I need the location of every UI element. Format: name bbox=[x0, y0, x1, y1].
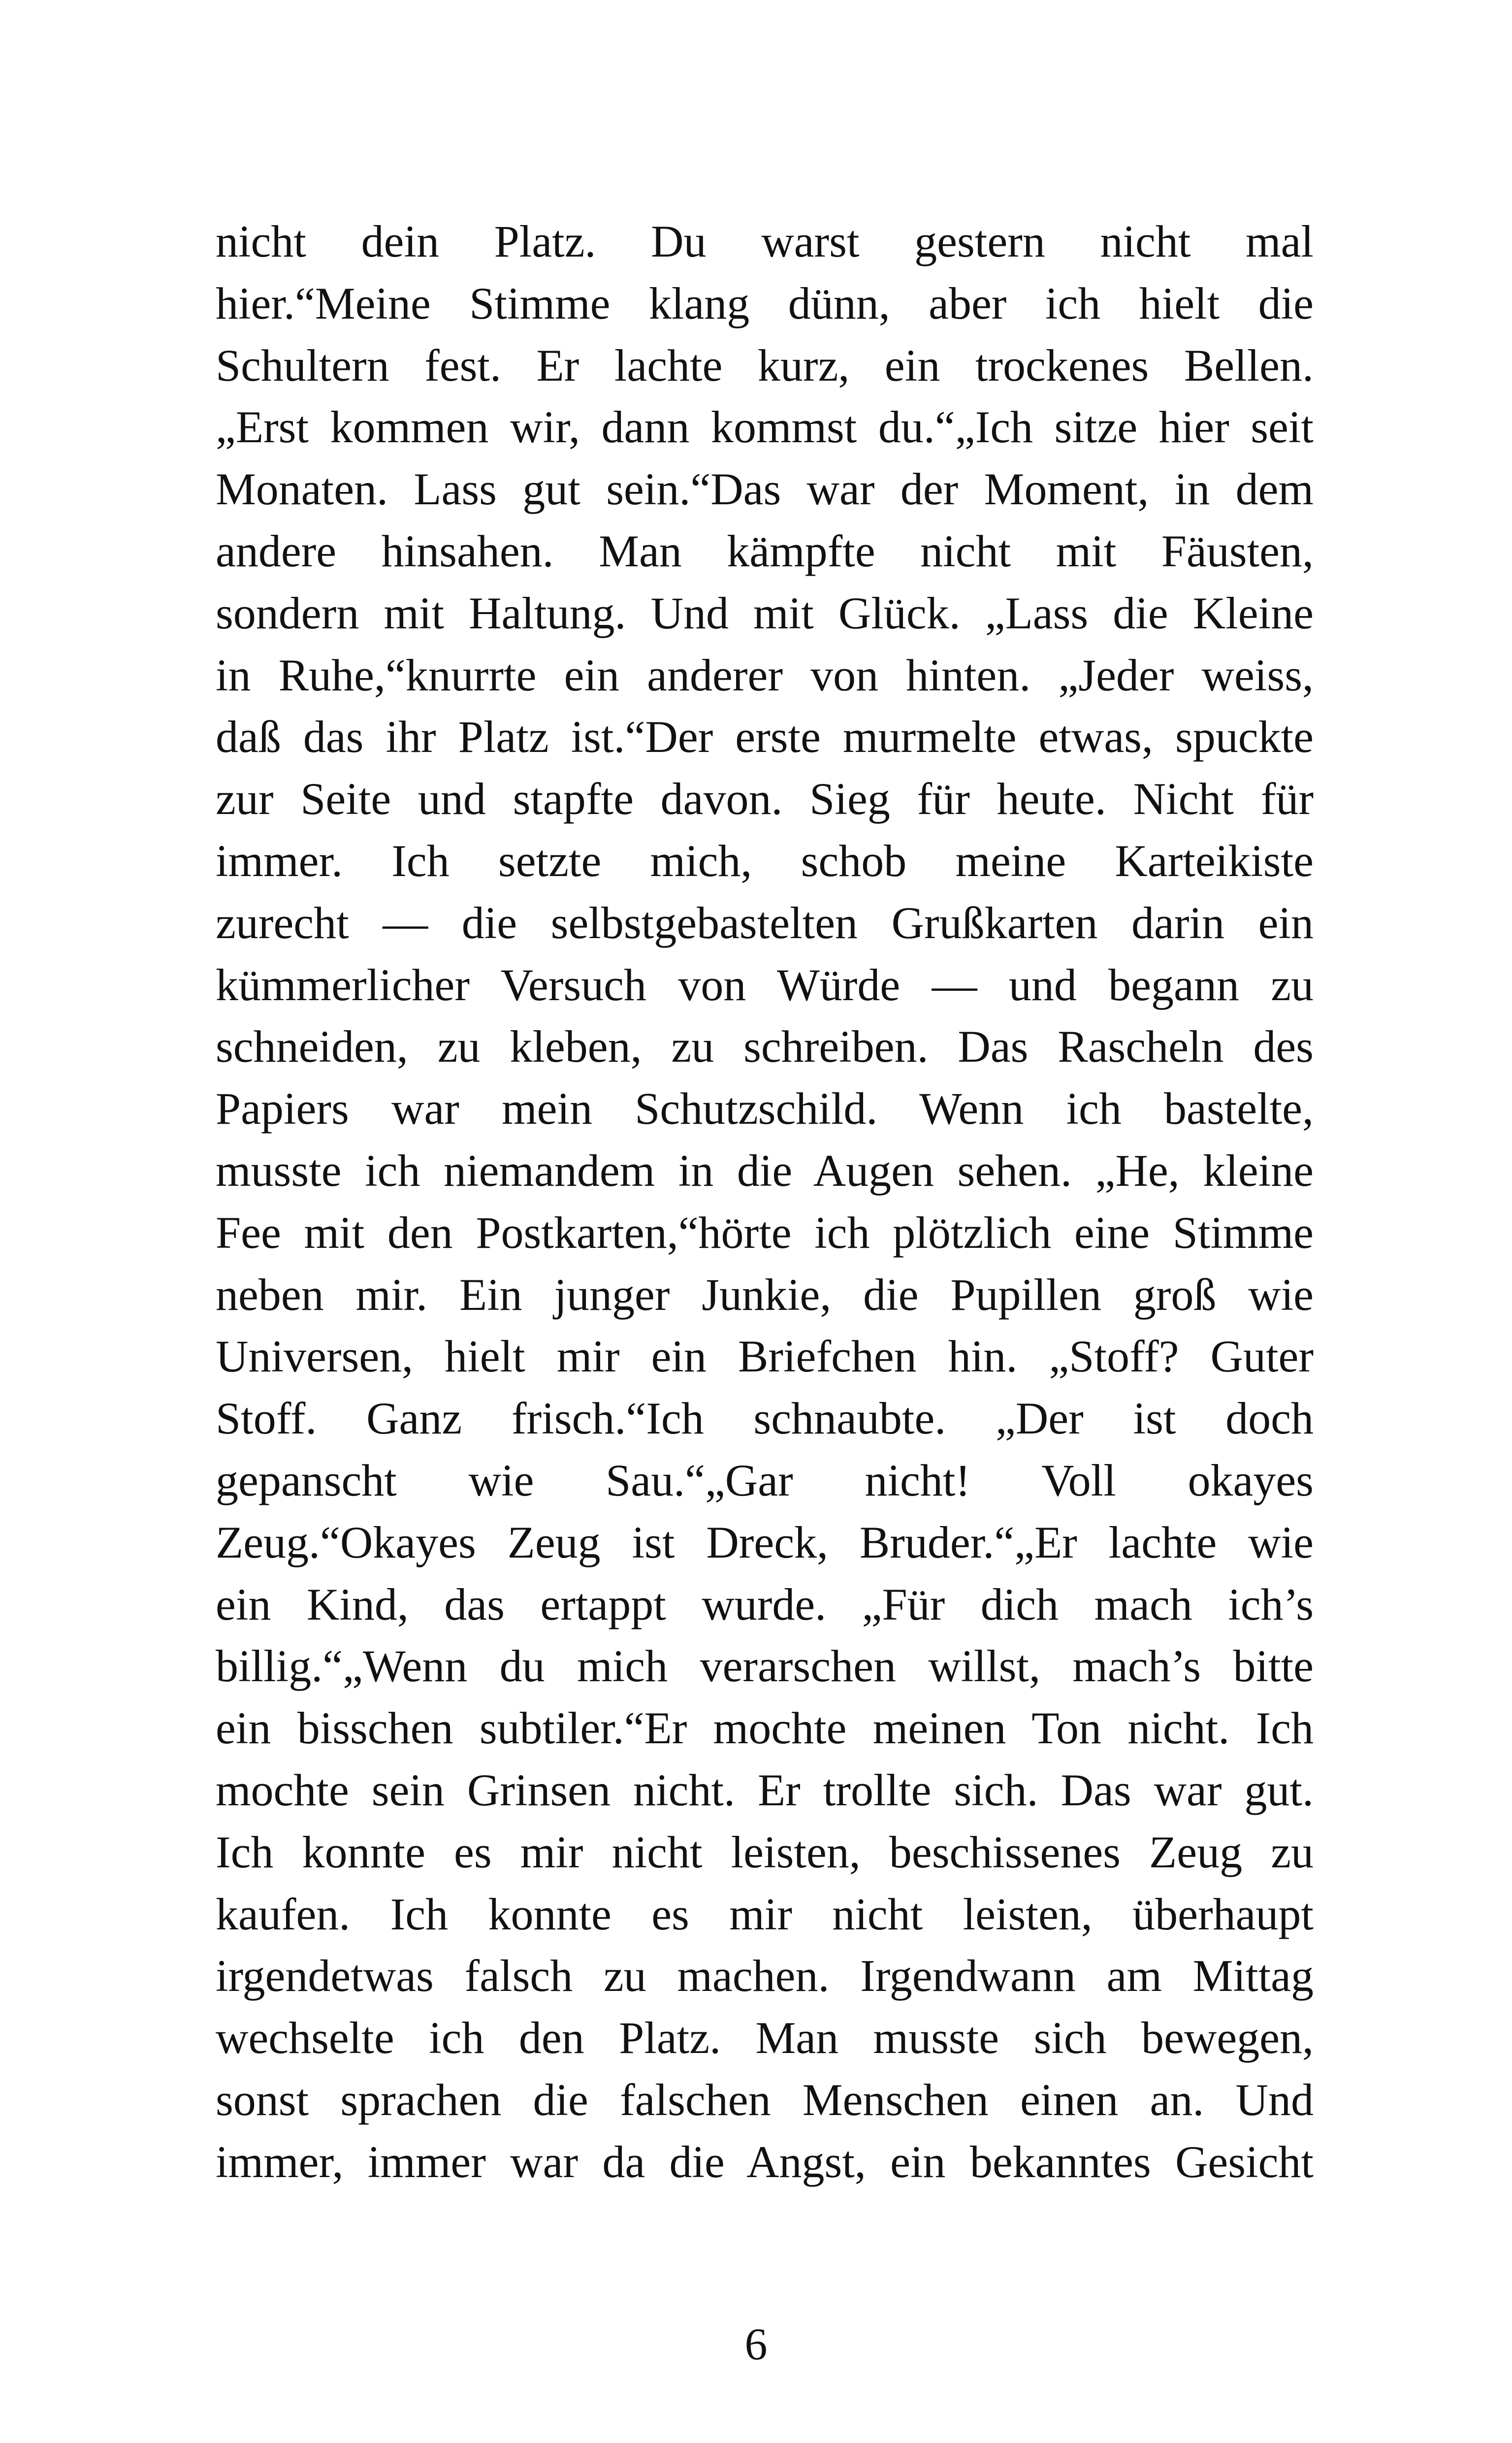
text-line: mochte sein Grinsen nicht. Er trollte sich. Das war gut. bbox=[216, 1764, 1314, 1815]
text-line: billig.“„Wenn du mich verarschen willst, mach’s bitte bbox=[216, 1641, 1314, 1692]
text-line: musste ich niemandem in die Augen sehen. „He, kleine bbox=[216, 1145, 1314, 1196]
page-number: 6 bbox=[744, 2319, 768, 2369]
text-line: sonst sprachen die falschen Menschen einen an. Und bbox=[216, 2074, 1314, 2125]
text-line: „Erst kommen wir, dann kommst du.“„Ich sitze hier seit bbox=[216, 402, 1314, 453]
text-line: kaufen. Ich konnte es mir nicht leisten, überhaupt bbox=[216, 1889, 1314, 1939]
text-line: daß das ihr Platz ist.“Der erste murmelte etwas, spuckte bbox=[216, 712, 1314, 762]
text-line: Stoff. Ganz frisch.“Ich schnaubte. „Der ist doch bbox=[216, 1393, 1314, 1444]
text-line: Monaten. Lass gut sein.“Das war der Moment, in dem bbox=[216, 464, 1314, 515]
text-line: neben mir. Ein junger Junkie, die Pupillen groß wie bbox=[216, 1269, 1314, 1320]
text-line: ein Kind, das ertappt wurde. „Für dich mach ich’s bbox=[216, 1579, 1314, 1629]
text-line: kümmerlicher Versuch von Würde — und begann zu bbox=[216, 959, 1314, 1010]
text-line: irgendetwas falsch zu machen. Irgendwann am Mittag bbox=[216, 1951, 1314, 2001]
text-line: andere hinsahen. Man kämpfte nicht mit Fäusten, bbox=[216, 525, 1314, 576]
text-line: Papiers war mein Schutzschild. Wenn ich bastelte, bbox=[216, 1083, 1314, 1134]
text-line: sondern mit Haltung. Und mit Glück. „Lass die Kleine bbox=[216, 587, 1314, 638]
text-line: in Ruhe,“knurrte ein anderer von hinten. „Jeder weiss, bbox=[216, 650, 1314, 700]
text-line: immer. Ich setzte mich, schob meine Karteikiste bbox=[216, 835, 1314, 886]
text-line: ein bisschen subtiler.“Er mochte meinen Ton nicht. Ich bbox=[216, 1703, 1314, 1754]
text-line: hier.“Meine Stimme klang dünn, aber ich hielt die bbox=[216, 278, 1314, 328]
body-text bbox=[216, 211, 1314, 2193]
text-line: Ich konnte es mir nicht leisten, beschissenes Zeug zu bbox=[216, 1826, 1314, 1877]
text-line: wechselte ich den Platz. Man musste sich bewegen, bbox=[216, 2013, 1314, 2063]
text-line: Universen, hielt mir ein Briefchen hin. „Stoff? Guter bbox=[216, 1331, 1314, 1382]
text-line: nicht dein Platz. Du warst gestern nicht mal bbox=[216, 216, 1314, 266]
text-line: zurecht — die selbstgebastelten Grußkarten darin ein bbox=[216, 897, 1314, 948]
text-line: gepanscht wie Sau.“„Gar nicht! Voll okayes bbox=[216, 1455, 1314, 1505]
text-line: Zeug.“Okayes Zeug ist Dreck, Bruder.“„Er lachte wie bbox=[216, 1517, 1314, 1567]
text-line: schneiden, zu kleben, zu schreiben. Das Rascheln des bbox=[216, 1021, 1314, 1072]
text-line: Fee mit den Postkarten,“hörte ich plötzlich eine Stimme bbox=[216, 1207, 1314, 1258]
text-line: zur Seite und stapfte davon. Sieg für heute. Nicht für bbox=[216, 774, 1314, 824]
text-line: immer, immer war da die Angst, ein bekanntes Gesicht bbox=[216, 2136, 1314, 2187]
text-line: Schultern fest. Er lachte kurz, ein trockenes Bellen. bbox=[216, 340, 1314, 391]
